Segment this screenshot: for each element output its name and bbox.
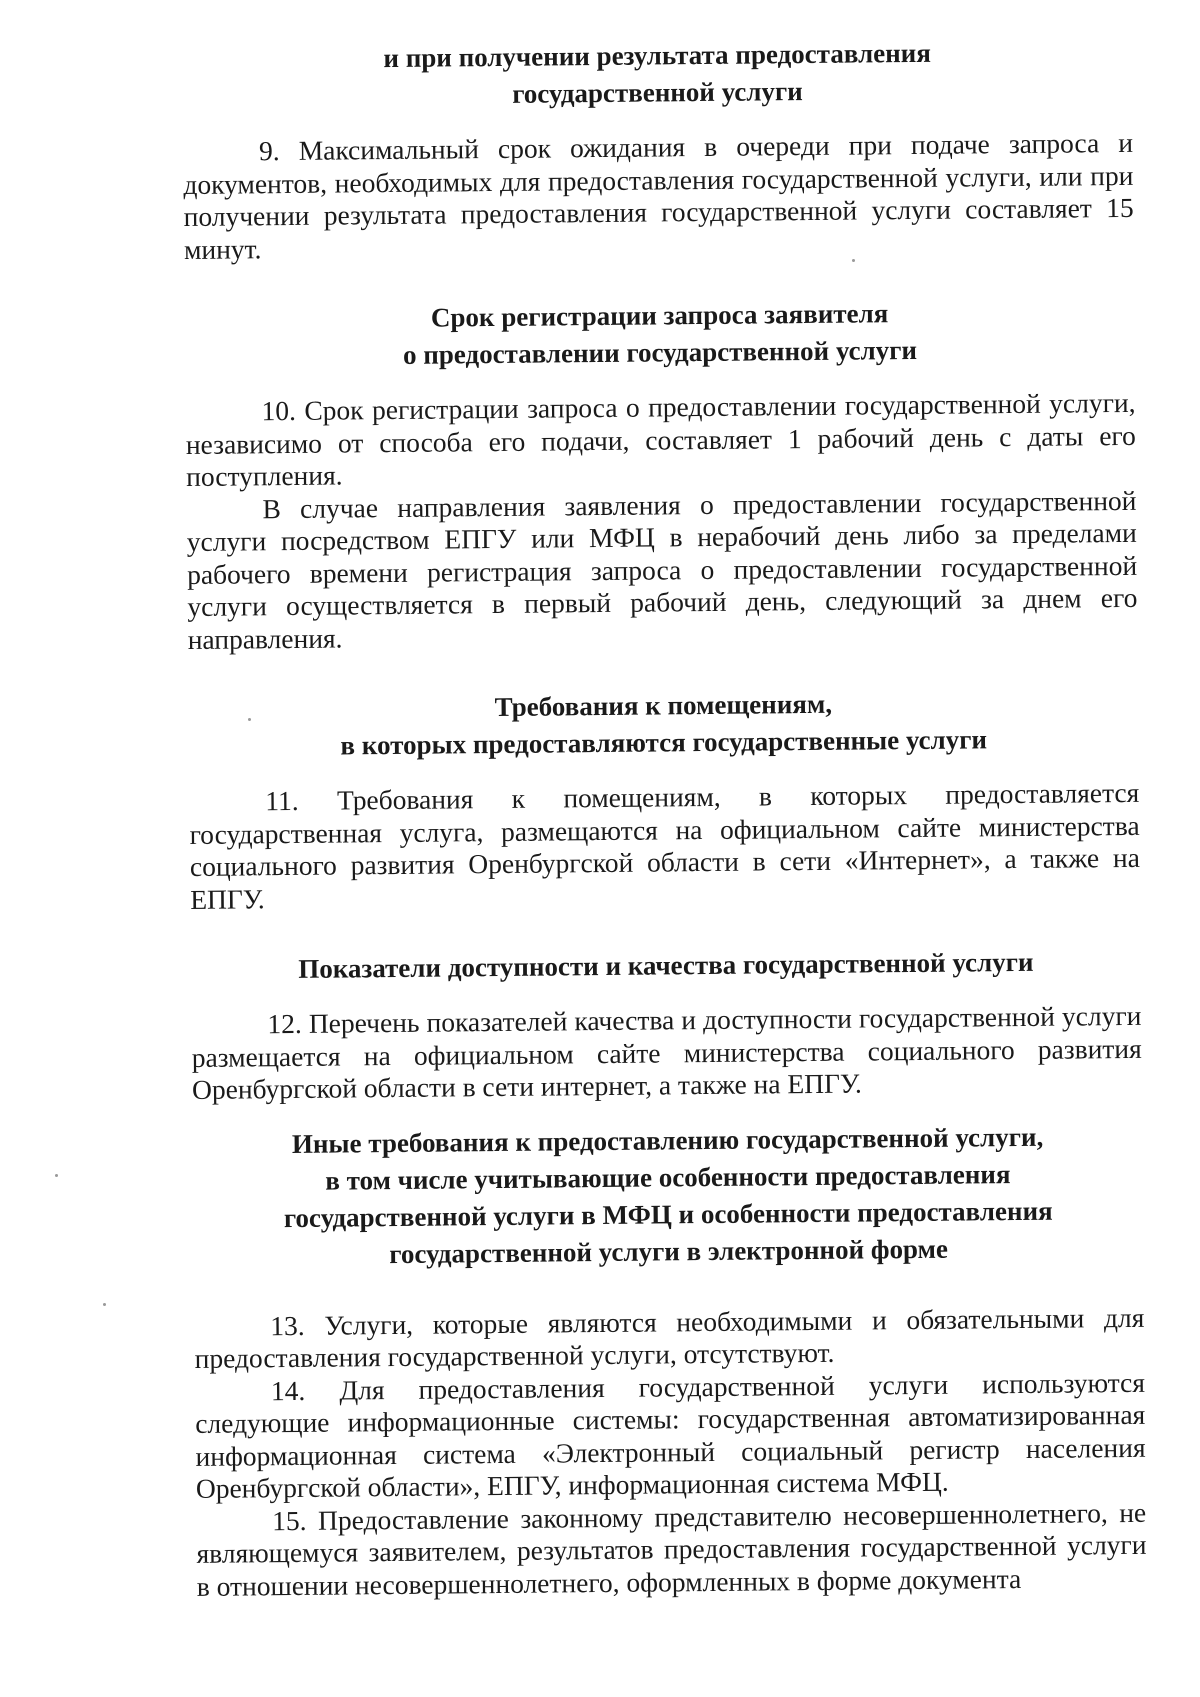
heading-line: в том числе учитывающие особенности предоставления <box>325 1158 1011 1196</box>
heading-line: Показатели доступности и качества государственной услуги <box>298 946 1034 984</box>
paragraph-item-13: 13. Услуги, которые являются необходимыми и обязательными для предоставления государственной услуги, отсутствуют. <box>194 1301 1145 1374</box>
section-heading <box>184 293 1135 376</box>
heading-line: государственной услуги <box>512 76 803 109</box>
heading-line: государственной услуги в МФЦ и особенности предоставления <box>283 1195 1053 1233</box>
heading-line: Требования к помещениям, <box>494 688 833 723</box>
paragraph-registration-nonworking-day: В случае направления заявления о предоставлении государственной услуги посредством ЕПГУ или МФЦ в нерабочий день либо за пределами рабочего времени регистрация запроса о предоставлении государственной услуги осуществляется в первый рабочий день, следующий за днем его направления. <box>186 484 1138 655</box>
paragraph-item-12: 12. Перечень показателей качества и доступности государственной услуги размещается на официальном сайте министерства социального развития Оренбургской области в сети интернет, а также на ЕПГУ. <box>191 999 1142 1105</box>
heading-line: государственной услуги в электронной форме <box>389 1233 949 1269</box>
heading-line: в которых предоставляются государственные услуги <box>340 724 988 761</box>
document-body <box>182 33 1147 1603</box>
section-heading <box>188 683 1139 766</box>
heading-line: и при получении результата предоставления <box>383 37 932 74</box>
paragraph-item-10: 10. Срок регистрации запроса о предоставлении государственной услуги, независимо от способа его подачи, составляет 1 рабочий день с даты его поступления. <box>185 386 1136 492</box>
section-heading <box>182 33 1133 116</box>
paragraph-item-15: 15. Предоставление законному представителю несовершеннолетнего, не являющемуся заявителем, результатов предоставления государственной услуги в отношении несовершеннолетнего, оформленных в форме документа <box>196 1496 1147 1602</box>
paragraph-item-11: 11. Требования к помещениям, в которых предоставляется государственная услуга, размещаются на официальном сайте министерства социального развития Оренбургской области в сети «Интернет», а также на ЕПГУ. <box>189 776 1141 915</box>
paragraph-item-9: 9. Максимальный срок ожидания в очереди при подаче запроса и документов, необходимых для предоставления государственной услуги, или при получении результата предоставления государственной услуги составляет 15 минут. <box>183 126 1134 265</box>
scan-speck <box>55 1174 58 1177</box>
heading-line: Срок регистрации запроса заявителя <box>430 298 889 333</box>
section-heading <box>192 1117 1143 1274</box>
scan-speck <box>103 1303 106 1306</box>
heading-line: Иные требования к предоставлению государственной услуги, <box>291 1121 1044 1159</box>
heading-line: о предоставлении государственной услуги <box>402 334 918 370</box>
paragraph-item-14: 14. Для предоставления государственной услуги используются следующие информационные системы: государственная автоматизированная информационная система «Электронный социальный регистр населения Оренбургской области», ЕПГУ, информационная система МФЦ. <box>195 1366 1146 1504</box>
